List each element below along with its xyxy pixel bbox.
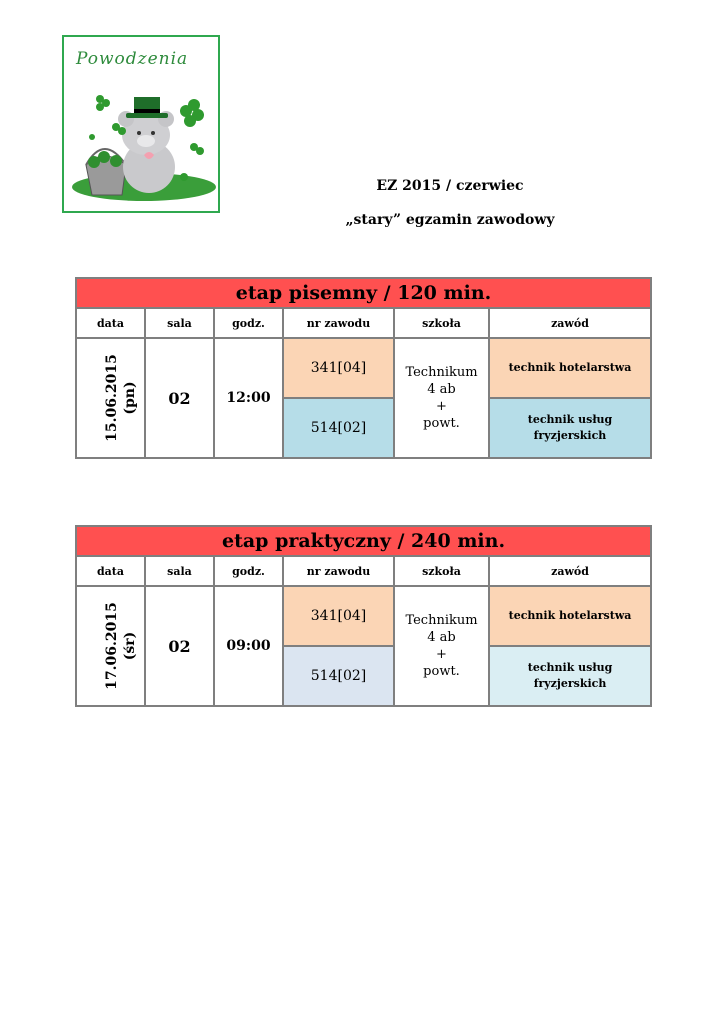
logo-caption: Powodzenia xyxy=(76,49,189,69)
written-time: 12:00 xyxy=(214,338,283,458)
col-header-room: sala xyxy=(145,556,214,586)
col-header-code: nr zawodu xyxy=(283,308,394,338)
practical-school xyxy=(394,586,489,706)
written-code-1: 341[04] xyxy=(283,338,394,398)
written-header-row xyxy=(76,308,651,338)
col-header-date: data xyxy=(76,556,145,586)
practical-stage-table xyxy=(75,525,652,707)
practical-date: 17.06.2015 xyxy=(103,602,120,690)
written-row-1 xyxy=(76,338,651,398)
practical-school-line-4: powt. xyxy=(423,664,460,679)
practical-stage-title: etap praktyczny / 240 min. xyxy=(76,526,651,556)
practical-room: 02 xyxy=(145,586,214,706)
written-stage-title: etap pisemny / 120 min. xyxy=(76,278,651,308)
good-luck-logo xyxy=(62,35,220,213)
written-school xyxy=(394,338,489,458)
practical-code-1: 341[04] xyxy=(283,586,394,646)
col-header-time: godz. xyxy=(214,308,283,338)
written-stage-table xyxy=(75,277,652,459)
exam-session-title: EZ 2015 / czerwiec xyxy=(376,178,524,194)
written-code-2: 514[02] xyxy=(283,398,394,458)
practical-profession-2: technik usług fryzjerskich xyxy=(489,646,651,706)
practical-row-1 xyxy=(76,586,651,646)
col-header-date: data xyxy=(76,308,145,338)
col-header-time: godz. xyxy=(214,556,283,586)
written-school-line-4: powt. xyxy=(423,416,460,431)
written-school-line-1: Technikum xyxy=(405,365,478,380)
written-date-cell xyxy=(76,338,145,458)
practical-date-cell xyxy=(76,586,145,706)
col-header-school: szkoła xyxy=(394,308,489,338)
written-weekday: (pn) xyxy=(121,381,138,415)
col-header-code: nr zawodu xyxy=(283,556,394,586)
practical-school-line-1: Technikum xyxy=(405,613,478,628)
practical-profession-1: technik hotelarstwa xyxy=(489,586,651,646)
col-header-profession: zawód xyxy=(489,556,651,586)
written-room: 02 xyxy=(145,338,214,458)
practical-time: 09:00 xyxy=(214,586,283,706)
col-header-school: szkoła xyxy=(394,556,489,586)
exam-type-subtitle: „stary” egzamin zawodowy xyxy=(345,212,555,228)
written-school-line-3: + xyxy=(436,399,447,414)
written-profession-1: technik hotelarstwa xyxy=(489,338,651,398)
practical-code-2: 514[02] xyxy=(283,646,394,706)
written-profession-2: technik usług fryzjerskich xyxy=(489,398,651,458)
written-date: 15.06.2015 xyxy=(103,354,120,442)
practical-school-line-2: 4 ab xyxy=(427,630,456,645)
practical-weekday: (śr) xyxy=(121,631,138,661)
col-header-profession: zawód xyxy=(489,308,651,338)
practical-header-row xyxy=(76,556,651,586)
written-school-line-2: 4 ab xyxy=(427,382,456,397)
col-header-room: sala xyxy=(145,308,214,338)
practical-school-line-3: + xyxy=(436,647,447,662)
